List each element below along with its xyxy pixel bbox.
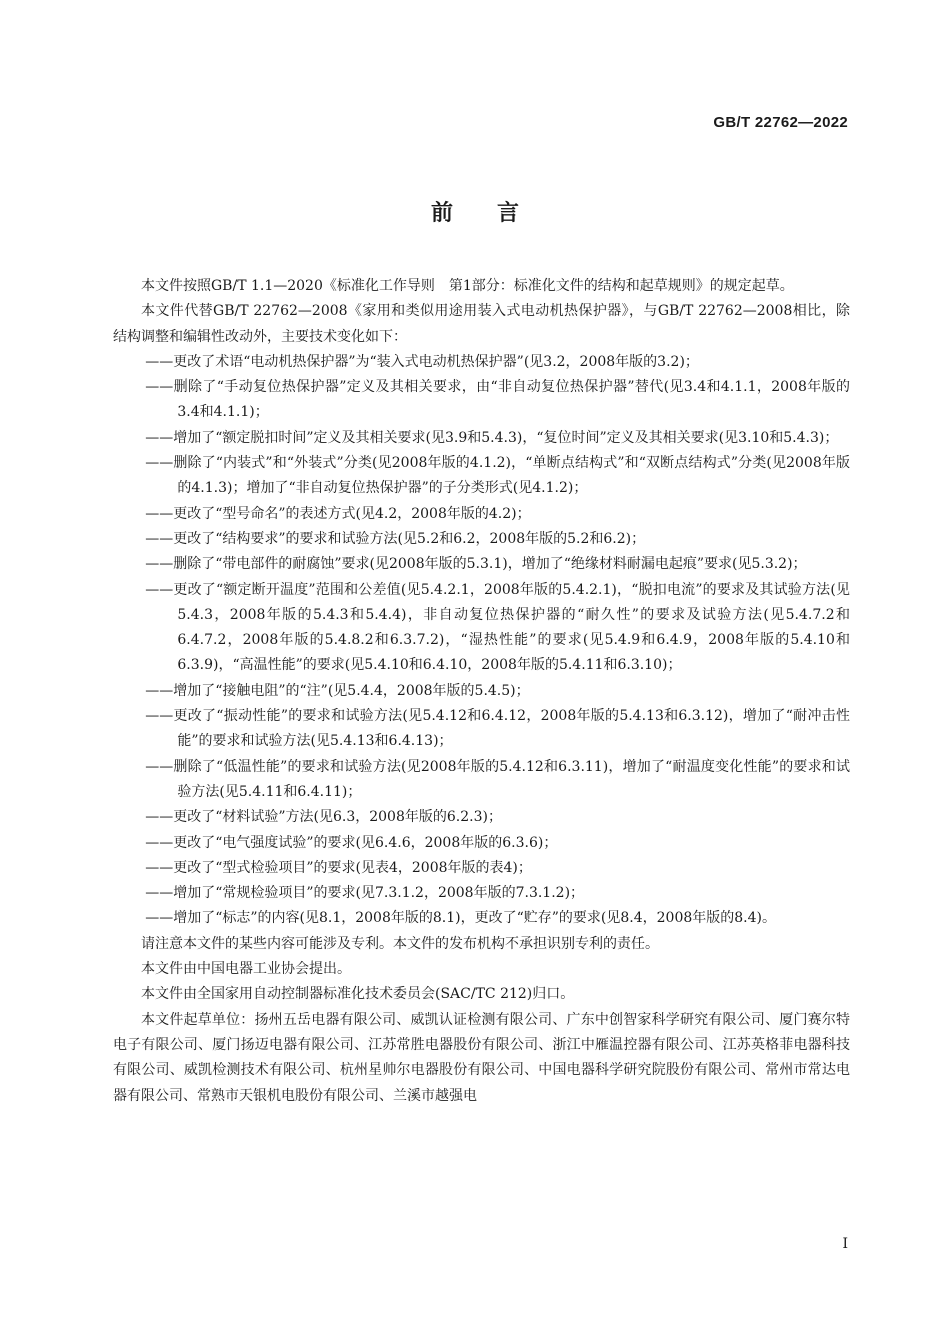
change-item: ——增加了“常规检验项目”的要求(见7.3.1.2，2008年版的7.3.1.2)；	[145, 885, 585, 902]
paragraph-patent-notice: 请注意本文件的某些内容可能涉及专利。本文件的发布机构不承担识别专利的责任。	[141, 935, 659, 952]
page-number: I	[842, 1236, 848, 1252]
paragraph-replacement: 本文件代替GB/T 22762—2008《家用和类似用途用装入式电动机热保护器》，与GB/T 22762—2008相比，除结构调整和编辑性改动外，主要技术变化如下：	[113, 303, 850, 345]
paragraph-technical-committee: 本文件由全国家用自动控制器标准化技术委员会(SAC/TC 212)归口。	[141, 986, 575, 1003]
page-title: 前言	[430, 201, 563, 226]
change-item: ——更改了术语“电动机热保护器”为“装入式电动机热保护器”(见3.2，2008年版的3.2)；	[145, 353, 699, 370]
change-item: ——删除了“带电部件的耐腐蚀”要求(见2008年版的5.3.1)，增加了“绝缘材料耐漏电起痕”要求(见5.3.2)；	[145, 556, 807, 573]
paragraph-proposer: 本文件由中国电器工业协会提出。	[141, 961, 351, 978]
change-item: ——增加了“接触电阻”的“注”(见5.4.4，2008年版的5.4.5)；	[145, 682, 530, 699]
preface-body	[113, 274, 850, 1109]
change-item: ——增加了“额定脱扣时间”定义及其相关要求(见3.9和5.4.3)，“复位时间”定义及其相关要求(见3.10和5.4.3)；	[145, 429, 839, 446]
change-item: ——更改了“振动性能”的要求和试验方法(见5.4.12和6.4.12，2008年版的5.4.13和6.3.12)，增加了“耐冲击性能”的要求和试验方法(见5.4.13和6.4.13)；	[145, 708, 850, 750]
change-item: ——删除了“手动复位热保护器”定义及其相关要求，由“非自动复位热保护器”替代(见3.4和4.1.1，2008年版的3.4和4.1.1)；	[145, 379, 850, 421]
change-item: ——删除了“低温性能”的要求和试验方法(见2008年版的5.4.12和6.3.11)，增加了“耐温度变化性能”的要求和试验方法(见5.4.11和6.4.11)；	[145, 758, 850, 800]
change-item: ——更改了“型号命名”的表述方式(见4.2，2008年版的4.2)；	[145, 505, 531, 522]
paragraph-drafting-units: 本文件起草单位：扬州五岳电器有限公司、威凯认证检测有限公司、广东中创智家科学研究有限公司、厦门赛尔特电子有限公司、厦门扬迈电器有限公司、江苏常胜电器股份有限公司、浙江中雁温控器有限公司、江苏英格菲电器科技有限公司、威凯检测技术有限公司、杭州星帅尔电器股份有限公司、中国电器科学研究院股份有限公司、常州市常达电器有限公司、常熟市天银机电股份有限公司、兰溪市越强电	[113, 1011, 850, 1104]
change-item: ——更改了“电气强度试验”的要求(见6.4.6，2008年版的6.3.6)；	[145, 834, 558, 851]
change-item: ——更改了“结构要求”的要求和试验方法(见5.2和6.2，2008年版的5.2和6.2)；	[145, 530, 646, 547]
change-item: ——更改了“材料试验”方法(见6.3，2008年版的6.2.3)；	[145, 809, 502, 826]
standard-number: GB/T 22762—2022	[713, 114, 848, 131]
change-item: ——删除了“内装式”和“外装式”分类(见2008年版的4.1.2)，“单断点结构式”和“双断点结构式”分类(见2008年版的4.1.3)；增加了“非自动复位热保护器”的子分类形式(见4.1.2)；	[145, 455, 850, 497]
paragraph-drafting-rules: 本文件按照GB/T 1.1—2020《标准化工作导则 第1部分：标准化文件的结构和起草规则》的规定起草。	[141, 278, 794, 294]
change-item: ——更改了“型式检验项目”的要求(见表4，2008年版的表4)；	[145, 859, 532, 876]
change-item: ——更改了“额定断开温度”范围和公差值(见5.4.2.1，2008年版的5.4.2.1)，“脱扣电流”的要求及其试验方法(见5.4.3，2008年版的5.4.3和5.4.4)，非自动复位热保护器的“耐久性”的要求及试验方法(见5.4.7.2和6.4.7.2，2008年版的5.4.8.2和6.3.7.2)，“湿热性能”的要求(见5.4.9和6.4.9，2008年版的5.4.10和6.3.9)，“高温性能”的要求(见5.4.10和6.4.10，2008年版的5.4.11和6.3.10)；	[145, 581, 850, 674]
change-item: ——增加了“标志”的内容(见8.1，2008年版的8.1)，更改了“贮存”的要求(见8.4，2008年版的8.4)。	[145, 910, 776, 927]
